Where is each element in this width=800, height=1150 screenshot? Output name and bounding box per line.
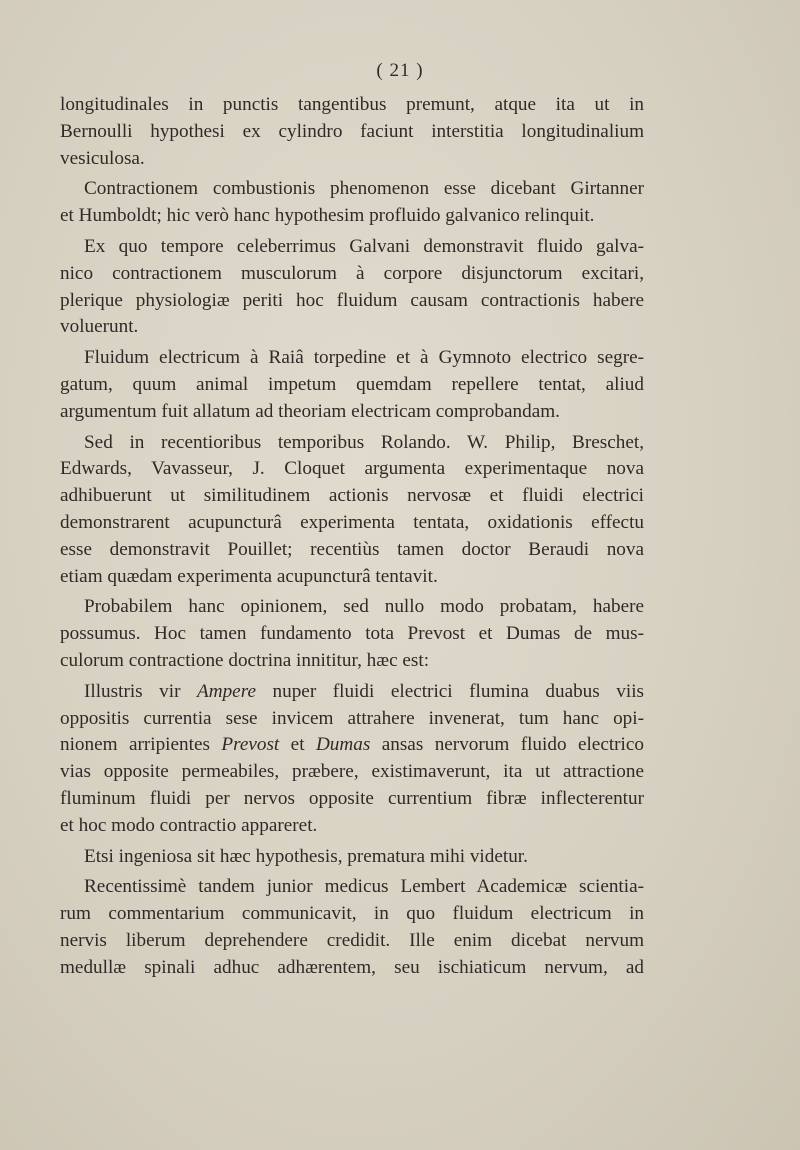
text-line: medullæ spinali adhuc adhærentem, seu ischiaticum nervum, ad bbox=[60, 956, 644, 978]
text-line: Contractionem combustionis phenomenon esse dicebant Girtanner bbox=[84, 178, 644, 200]
text-line: Etsi ingeniosa sit hæc hypothesis, prematura mihi videtur. bbox=[84, 845, 528, 867]
paragraph bbox=[60, 594, 644, 674]
paragraph bbox=[60, 874, 644, 981]
page-number: ( 21 ) bbox=[376, 60, 424, 81]
text-line: Sed in recentioribus temporibus Rolando. W. Philip, Breschet, bbox=[84, 431, 644, 453]
text-line: culorum contractione doctrina innititur, hæc est: bbox=[60, 649, 430, 671]
text-line: demonstrarent acupuncturâ experimenta tentata, oxidationis effectu bbox=[60, 511, 644, 533]
text-line: Recentissimè tandem junior medicus Lembert Academicæ scientia- bbox=[84, 876, 644, 898]
text-line: gatum, quum animal impetum quemdam repellere tentat, aliud bbox=[60, 373, 644, 395]
text-line: Fluidum electricum à Raiâ torpedine et à Gymnoto electrico segre- bbox=[84, 347, 644, 369]
text-line: nionem arripientes Prevost et Dumas ansas nervorum fluido electrico bbox=[60, 734, 644, 756]
text-line: Edwards, Vavasseur, J. Cloquet argumenta experimentaque nova bbox=[60, 458, 644, 480]
paragraph bbox=[60, 844, 644, 871]
text-line: vias opposite permeabiles, præbere, existimaverunt, ita ut attractione bbox=[60, 761, 644, 783]
text-line: argumentum fuit allatum ad theoriam electricam comprobandam. bbox=[60, 400, 560, 422]
text-line: oppositis currentia sese invicem attrahere invenerat, tum hanc opi- bbox=[60, 707, 644, 729]
text-line: Illustris vir Ampere nuper fluidi electrici flumina duabus viis bbox=[84, 680, 644, 702]
text-line: Probabilem hanc opinionem, sed nullo modo probatam, habere bbox=[84, 596, 644, 618]
text-line: nervis liberum deprehendere credidit. Ille enim dicebat nervum bbox=[60, 929, 644, 951]
text-line: et Humboldt; hic verò hanc hypothesim profluido galvanico relinquit. bbox=[60, 205, 595, 227]
paragraph bbox=[60, 176, 644, 230]
text-line: Bernoulli hypothesi ex cylindro faciunt interstitia longitudinalium bbox=[60, 120, 644, 142]
paragraph bbox=[60, 345, 644, 425]
text-line: etiam quædam experimenta acupuncturâ tentavit. bbox=[60, 565, 438, 587]
paragraph bbox=[60, 679, 644, 840]
text-line: vesiculosa. bbox=[60, 147, 145, 169]
text-line: adhibuerunt ut similitudinem actionis nervosæ et fluidi electrici bbox=[60, 485, 644, 507]
text-line: nico contractionem musculorum à corpore disjunctorum excitari, bbox=[60, 262, 644, 284]
text-line: rum commentarium communicavit, in quo fluidum electricum in bbox=[60, 903, 644, 925]
paragraph bbox=[60, 92, 644, 172]
text-line: possumus. Hoc tamen fundamento tota Prevost et Dumas de mus- bbox=[60, 623, 644, 645]
paragraph bbox=[60, 430, 644, 591]
italic-name: Prevost bbox=[221, 734, 280, 756]
paragraph bbox=[60, 234, 644, 341]
text-line: fluminum fluidi per nervos opposite currentium fibræ inflecterentur bbox=[60, 787, 644, 809]
text-line: Ex quo tempore celeberrimus Galvani demonstravit fluido galva- bbox=[84, 235, 644, 257]
text-line: esse demonstravit Pouillet; recentiùs tamen doctor Beraudi nova bbox=[60, 538, 644, 560]
italic-name: Dumas bbox=[315, 734, 371, 756]
italic-name: Ampere bbox=[197, 680, 256, 702]
body-text bbox=[60, 92, 644, 982]
text-line: longitudinales in punctis tangentibus premunt, atque ita ut in bbox=[60, 94, 644, 115]
text-line: voluerunt. bbox=[60, 316, 139, 338]
text-line: plerique physiologiæ periti hoc fluidum causam contractionis habere bbox=[60, 289, 644, 311]
text-line: et hoc modo contractio appareret. bbox=[60, 814, 318, 836]
